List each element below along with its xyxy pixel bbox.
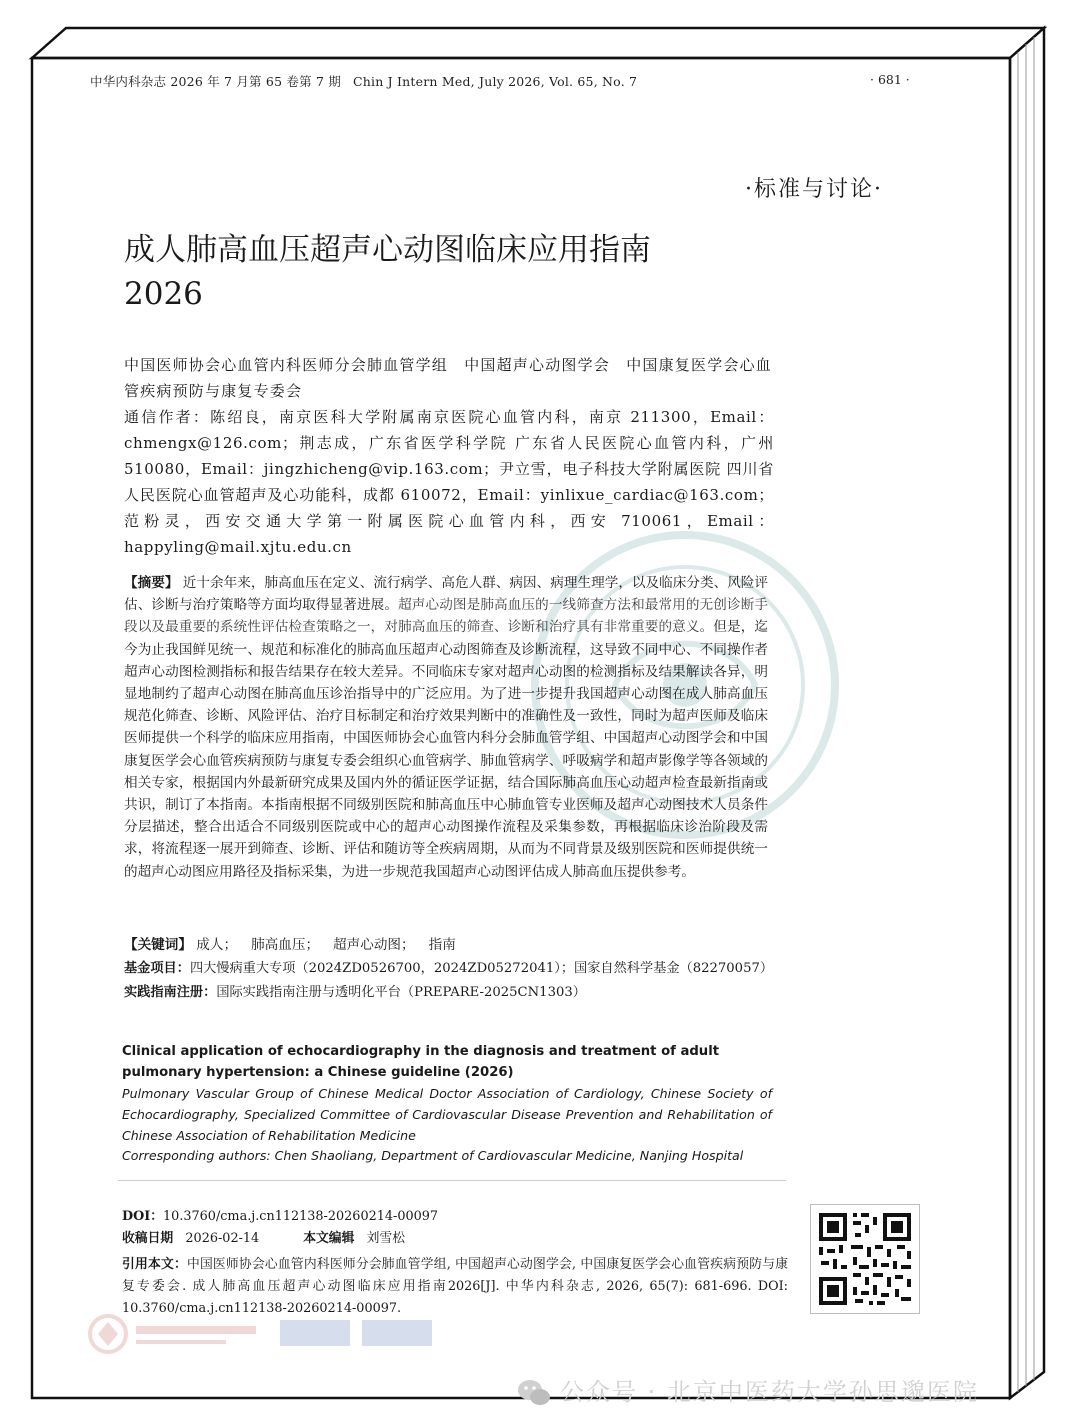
doi-label: DOI： <box>122 1209 164 1224</box>
keyword-item: 成人； <box>196 937 238 953</box>
editor-name: 刘雪松 <box>366 1231 405 1246</box>
abstract-text-a: 近十余年来，肺高血压在定义、流行病学、高危人群、病因、病理生理学，以及临床分类、风险评估、诊断与治疗策略等方面均取得显著进展。 <box>124 575 769 614</box>
author-groups: 中国医师协会心血管内科医师分会肺血管学组 中国超声心动图学会 中国康复医学会心血管疾病预防与康复专委会 <box>124 356 773 400</box>
doi-link[interactable]: 10.3760/cma.j.cn112138-20260214-00097 <box>163 1209 439 1224</box>
keyword-item: 指南 <box>428 937 456 953</box>
running-head-en: Chin J Intern Med, July 2026, Vol. 65, No. 7 <box>353 74 638 89</box>
section-tag: ·标准与讨论· <box>745 177 883 202</box>
received-label: 收稿日期 <box>122 1231 174 1246</box>
registration-text: 国际实践指南注册与透明化平台（PREPARE-2025CN1303） <box>216 985 586 1000</box>
english-corresponding: Corresponding authors: Chen Shaoliang, Department of Cardiovascular Medicine, Nanjing Hospital <box>122 1148 744 1164</box>
guideline-registration <box>124 982 784 1004</box>
english-title: Clinical application of echocardiography in the diagnosis and treatment of adult pulmonary hypertension: a Chinese guideline (2026) <box>122 1044 720 1080</box>
keywords <box>124 934 768 956</box>
keyword-item: 肺高血压； <box>251 937 320 953</box>
funding <box>124 958 784 980</box>
qr-code[interactable] <box>810 1204 920 1314</box>
title-line-1: 成人肺高血压超声心动图临床应用指南 <box>124 232 651 268</box>
english-front-matter <box>122 1084 772 1167</box>
publisher-logo <box>80 1306 480 1362</box>
funding-text: 四大慢病重大专项（2024ZD0526700，2024ZD05272041）；国家自然科学基金（82270057） <box>189 961 774 976</box>
page-number: · 681 · <box>870 72 910 87</box>
abstract <box>124 572 768 883</box>
cite-label: 引用本文： <box>122 1257 187 1272</box>
abstract-text-b: 超声心动图是肺高血压的一线筛查方法和最常用的无创诊断手段以及最重要的系统性评估检查策略之一，对肺高血压的筛查、诊断和治疗具有非常重要的意义。 <box>124 597 769 636</box>
corresponding-authors: 通信作者：陈绍良，南京医科大学附属南京医院心血管内科，南京 211300，Email：chmengx@126.com；荆志成，广东省医学科学院 广东省人民医院心血管内科，广州 510080，Email：jingzhicheng@vip.163.com；尹立雪，电子科技大学附属医院 四川省人民医院心血管超声及心功能科，成都 610072，Email：yinlixue_cardiac@163.com；范粉灵，西安交通大学第一附属医院心血管内科，西安 710061，Email：happyling@mail.xjtu.edu.cn <box>124 408 774 556</box>
running-head-cn: 中华内科杂志 2026 年 7 月第 65 卷第 7 期 <box>90 74 342 89</box>
keywords-label: 【关键词】 <box>124 937 192 953</box>
abstract-label: 【摘要】 <box>124 575 179 591</box>
wechat-caption <box>516 1372 1056 1412</box>
editor-label: 本文编辑 <box>303 1231 355 1246</box>
english-authors: Pulmonary Vascular Group of Chinese Medical Doctor Association of Cardiology, Chinese Society of Echocardiography, Specialized Committee of Cardiovascular Disease Prevention and Rehabilitation of Chinese Association of Rehabilitation Medicine <box>122 1086 772 1143</box>
cite-text: 中国医师协会心血管内科医师分会肺血管学组, 中国超声心动图学会, 中国康复医学会心血管疾病预防与康复专委会. 成人肺高血压超声心动图临床应用指南2026[J]. 中华内科杂志, 2026, 65(7): 681-696. DOI: 10.3760/cma.j.cn112138-20260214-00097. <box>122 1257 788 1316</box>
abstract-text-c: 但是，迄今为止我国鲜见统一、规范和标准化的肺高血压超声心动图筛查及诊断流程，这导致不同中心、不同操作者超声心动图检测指标和报告结果存在较大差异。不同临床专家对超声心动图的检测指标及结果解读各异，明显地制约了超声心动图在肺高血压诊治指导中的广泛应用。为了进一步提升我国超声心动图在成人肺高血压规范化筛查、诊断、风险评估、治疗目标制定和治疗效果判断中的准确性及一致性，同时为超声医师及临床医师提供一个科学的临床应用指南，中国医师协会心血管内科分会肺血管学组、中国超声心动图学会和中国康复医学会心血管疾病预防与康复专委会组织心血管病学、肺血管病学、呼吸病学和超声影像学等各领域的相关专家，根据国内外最新研究成果及国内外的循证医学证据，结合国际肺高血压心动超声检查最新指南或共识，制订了本指南。本指南根据不同级别医院和肺高血压中心肺血管专业医师及超声心动图技术人员条件分层描述，整合出适合不同级别医院或中心的超声心动图操作流程及采集参数，再根据临床诊治阶段及需求，将流程逐一展开到筛查、诊断、评估和随访等全疾病周期，从而为不同背景及级别医院和医师提供统一的超声心动图应用路径及指标采集，为进一步规范我国超声心动图评估成人肺高血压提供参考。 <box>124 619 769 880</box>
article-meta <box>122 1206 792 1250</box>
running-head <box>90 72 637 90</box>
article-title <box>124 228 784 316</box>
divider <box>118 1180 786 1181</box>
wechat-icon <box>516 1378 552 1408</box>
funding-label: 基金项目： <box>124 961 190 976</box>
registration-label: 实践指南注册： <box>124 985 217 1000</box>
received-date: 2026-02-14 <box>185 1231 260 1246</box>
keyword-item: 超声心动图； <box>333 937 415 953</box>
wechat-caption-text: 公众号 · 北京中医药大学孙思邈医院 <box>560 1378 979 1406</box>
title-line-2: 2026 <box>124 276 203 312</box>
